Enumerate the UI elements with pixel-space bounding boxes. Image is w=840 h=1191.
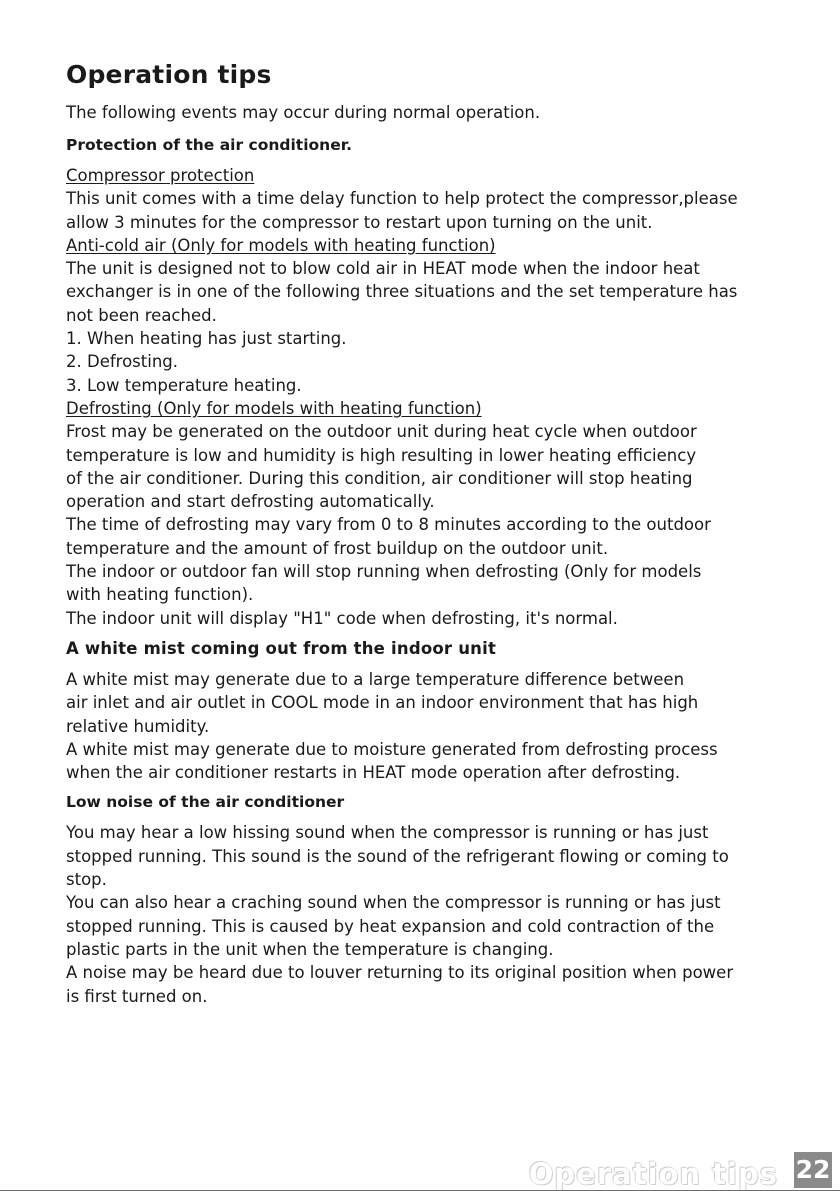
intro-text: The following events may occur during normal operation. — [66, 103, 541, 122]
body-line: is first turned on. — [66, 986, 208, 1006]
section-heading-low-noise: Low noise of the air conditioner — [66, 793, 345, 812]
body-line: A noise may be heard due to louver returning to its original position when power — [66, 963, 734, 983]
body-line: plastic parts in the unit when the temperature is changing. — [66, 939, 554, 959]
body-line: when the air conditioner restarts in HEAT mode operation after defrosting. — [66, 763, 681, 783]
section-heading-protection: Protection of the air conditioner. — [66, 136, 353, 154]
body-line: This unit comes with a time delay function to help protect the compressor,please — [66, 189, 738, 209]
body-line: stopped running. This sound is the sound of the refrigerant flowing or coming to — [66, 846, 729, 866]
body-line: You may hear a low hissing sound when the compressor is running or has just — [66, 823, 709, 843]
body-line: temperature and the amount of frost buildup on the outdoor unit. — [66, 538, 609, 558]
body-line: The time of defrosting may vary from 0 to 8 minutes according to the outdoor — [66, 515, 711, 535]
section-protection-body — [66, 164, 786, 630]
body-line: temperature is low and humidity is high resulting in lower heating efficiency — [66, 445, 697, 465]
page-title: Operation tips — [66, 60, 272, 89]
body-line: allow 3 minutes for the compressor to restart upon turning on the unit. — [66, 212, 653, 232]
body-line: You can also hear a craching sound when the compressor is running or has just — [66, 893, 721, 913]
body-line: of the air conditioner. During this condition, air conditioner will stop heating — [66, 468, 693, 488]
page-body — [66, 60, 786, 1017]
body-line: The indoor unit will display "H1" code when defrosting, it's normal. — [66, 608, 618, 628]
subheading: Anti-cold air (Only for models with heating function) — [66, 235, 496, 255]
body-line: A white mist may generate due to moisture generated from defrosting process — [66, 739, 718, 759]
body-line: with heating function). — [66, 585, 254, 605]
page-number-badge: 22 — [794, 1152, 832, 1188]
body-line: The unit is designed not to blow cold air in HEAT mode when the indoor heat — [66, 259, 700, 279]
footer-section-label: Operation tips — [528, 1157, 778, 1191]
body-line: A white mist may generate due to a large temperature difference between — [66, 669, 685, 689]
body-line: not been reached. — [66, 305, 217, 325]
body-line: stopped running. This is caused by heat expansion and cold contraction of the — [66, 916, 715, 936]
body-line: operation and start defrosting automatically. — [66, 492, 435, 512]
body-line: Frost may be generated on the outdoor unit during heat cycle when outdoor — [66, 422, 697, 442]
body-line: 3. Low temperature heating. — [66, 375, 302, 395]
body-line: 1. When heating has just starting. — [66, 329, 347, 349]
subheading: Compressor protection — [66, 166, 255, 185]
body-line: 2. Defrosting. — [66, 352, 178, 372]
body-line: air inlet and air outlet in COOL mode in an indoor environment that has high — [66, 693, 699, 713]
subheading: Defrosting (Only for models with heating function) — [66, 398, 482, 418]
body-line: stop. — [66, 870, 107, 890]
section-heading-white-mist: A white mist coming out from the indoor unit — [66, 638, 497, 658]
section-white-mist-body — [66, 668, 786, 784]
body-line: The indoor or outdoor fan will stop running when defrosting (Only for models — [66, 562, 702, 582]
page-footer — [0, 1151, 840, 1191]
body-line: relative humidity. — [66, 716, 210, 736]
body-line: exchanger is in one of the following three situations and the set temperature has — [66, 282, 738, 302]
section-low-noise-body — [66, 821, 786, 1007]
